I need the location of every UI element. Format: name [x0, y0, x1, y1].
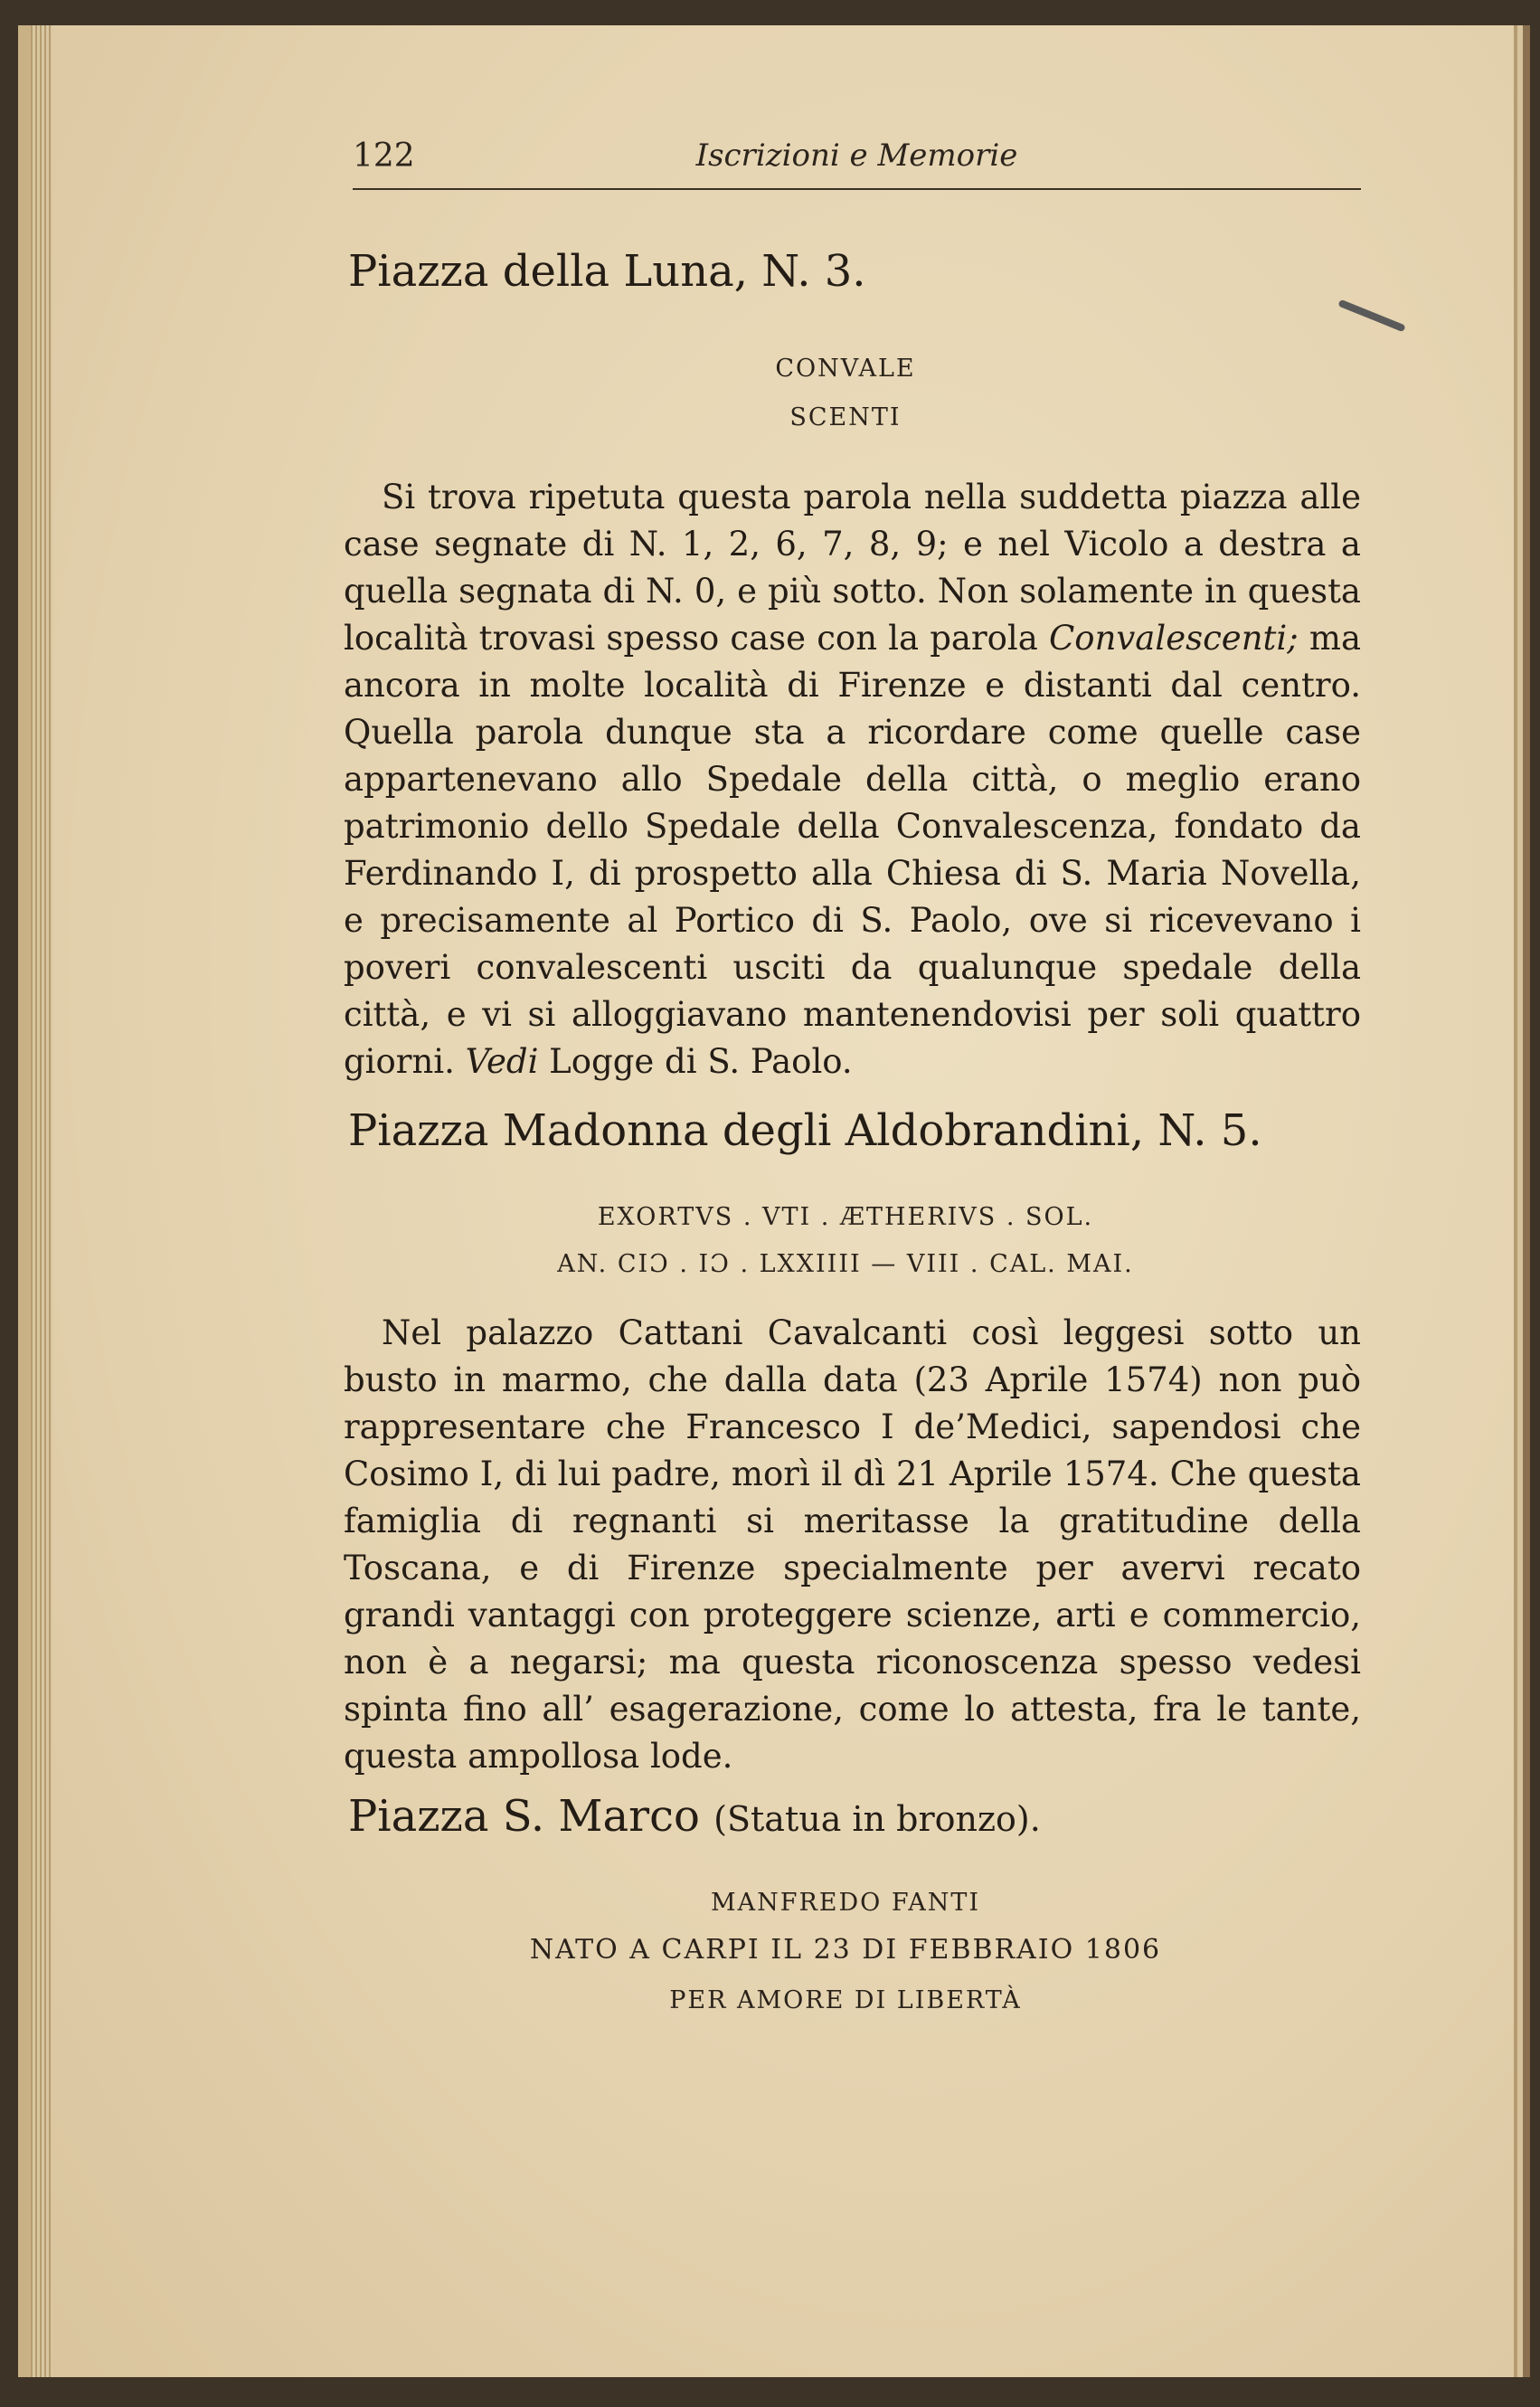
section-heading-piazza-san-marco [348, 1791, 1041, 1842]
italic-word: Convalescenti; [1048, 619, 1299, 658]
inscription-line: SCENTI [789, 403, 902, 431]
running-head [353, 134, 1361, 190]
page-number: 122 [353, 137, 415, 175]
inscription-line: NATO A CARPI IL 23 DI FEBBRAIO 1806 [529, 1934, 1162, 1966]
paragraph-text: Logge di S. Paolo. [538, 1042, 853, 1081]
paragraph-text: Si trova ripetuta questa parola nella suddetta piazza alle case segnate di N. 1, 2, 6, 7, 8, 9; e nel Vicolo a destra a quella segnata di N. 0, e più sotto. Non solamente in questa località trovasi spesso case con la parola [344, 478, 1361, 658]
inscription-line: CONVALE [775, 355, 916, 383]
heading-subtitle: (Statua in bronzo). [713, 1799, 1041, 1839]
inscription-line: PER AMORE DI LIBERTÀ [669, 1986, 1022, 2014]
paragraph-text: Nel palazzo Cattani Cavalcanti così leggesi sotto un busto in marmo, che dalla data (23 Aprile 1574) non può rappresentare che Francesco I de’Medici, sapendosi che Cosimo I, di lui padre, morì il dì 21 Aprile 1574. Che questa famiglia di regnanti si meritasse la gratitudine della Toscana, e di Firenze specialmente per avervi recato grandi vantaggi con proteggere scienze, arti e commercio, non è a negarsi; ma questa riconoscenza spesso vedesi spinta fino all’ esagerazione, come lo attesta, fra le tante, questa ampollosa lode. [344, 1313, 1361, 1776]
paragraph-text: ma ancora in molte località di Firenze e distanti dal centro. Quella parola dunque sta a ricordare come quelle case appartenevano allo Spedale della città, o meglio erano patrimonio dello Spedale della Convalescenza, fondato da Ferdinando I, di prospetto alla Chiesa di S. Maria Novella, e precisamente al Portico di S. Paolo, ove si ricevevano i poveri convalescenti usciti da qualunque spedale della città, e vi si alloggiavano mantenendovisi per soli quattro giorni. [344, 619, 1361, 1081]
paragraph-cattani-cavalcanti [344, 1310, 1361, 1780]
section-heading-piazza-madonna: Piazza Madonna degli Aldobrandini, N. 5. [348, 1105, 1262, 1156]
page-edges [31, 25, 52, 2377]
section-heading-piazza-della-luna: Piazza della Luna, N. 3. [348, 246, 866, 297]
inscription-line: MANFREDO FANTI [710, 1889, 981, 1917]
italic-word-vedi: Vedi [465, 1042, 539, 1081]
running-title: Iscrizioni e Memorie [695, 137, 1018, 174]
paragraph-convalescenti [344, 474, 1361, 1085]
inscription-line: AN. CIƆ . IƆ . LXXIIII — VIII . CAL. MAI. [557, 1250, 1134, 1278]
inscription-line: EXORTVS . VTI . ÆTHERIVS . SOL. [597, 1203, 1094, 1231]
heading-text: Piazza S. Marco [348, 1791, 700, 1842]
